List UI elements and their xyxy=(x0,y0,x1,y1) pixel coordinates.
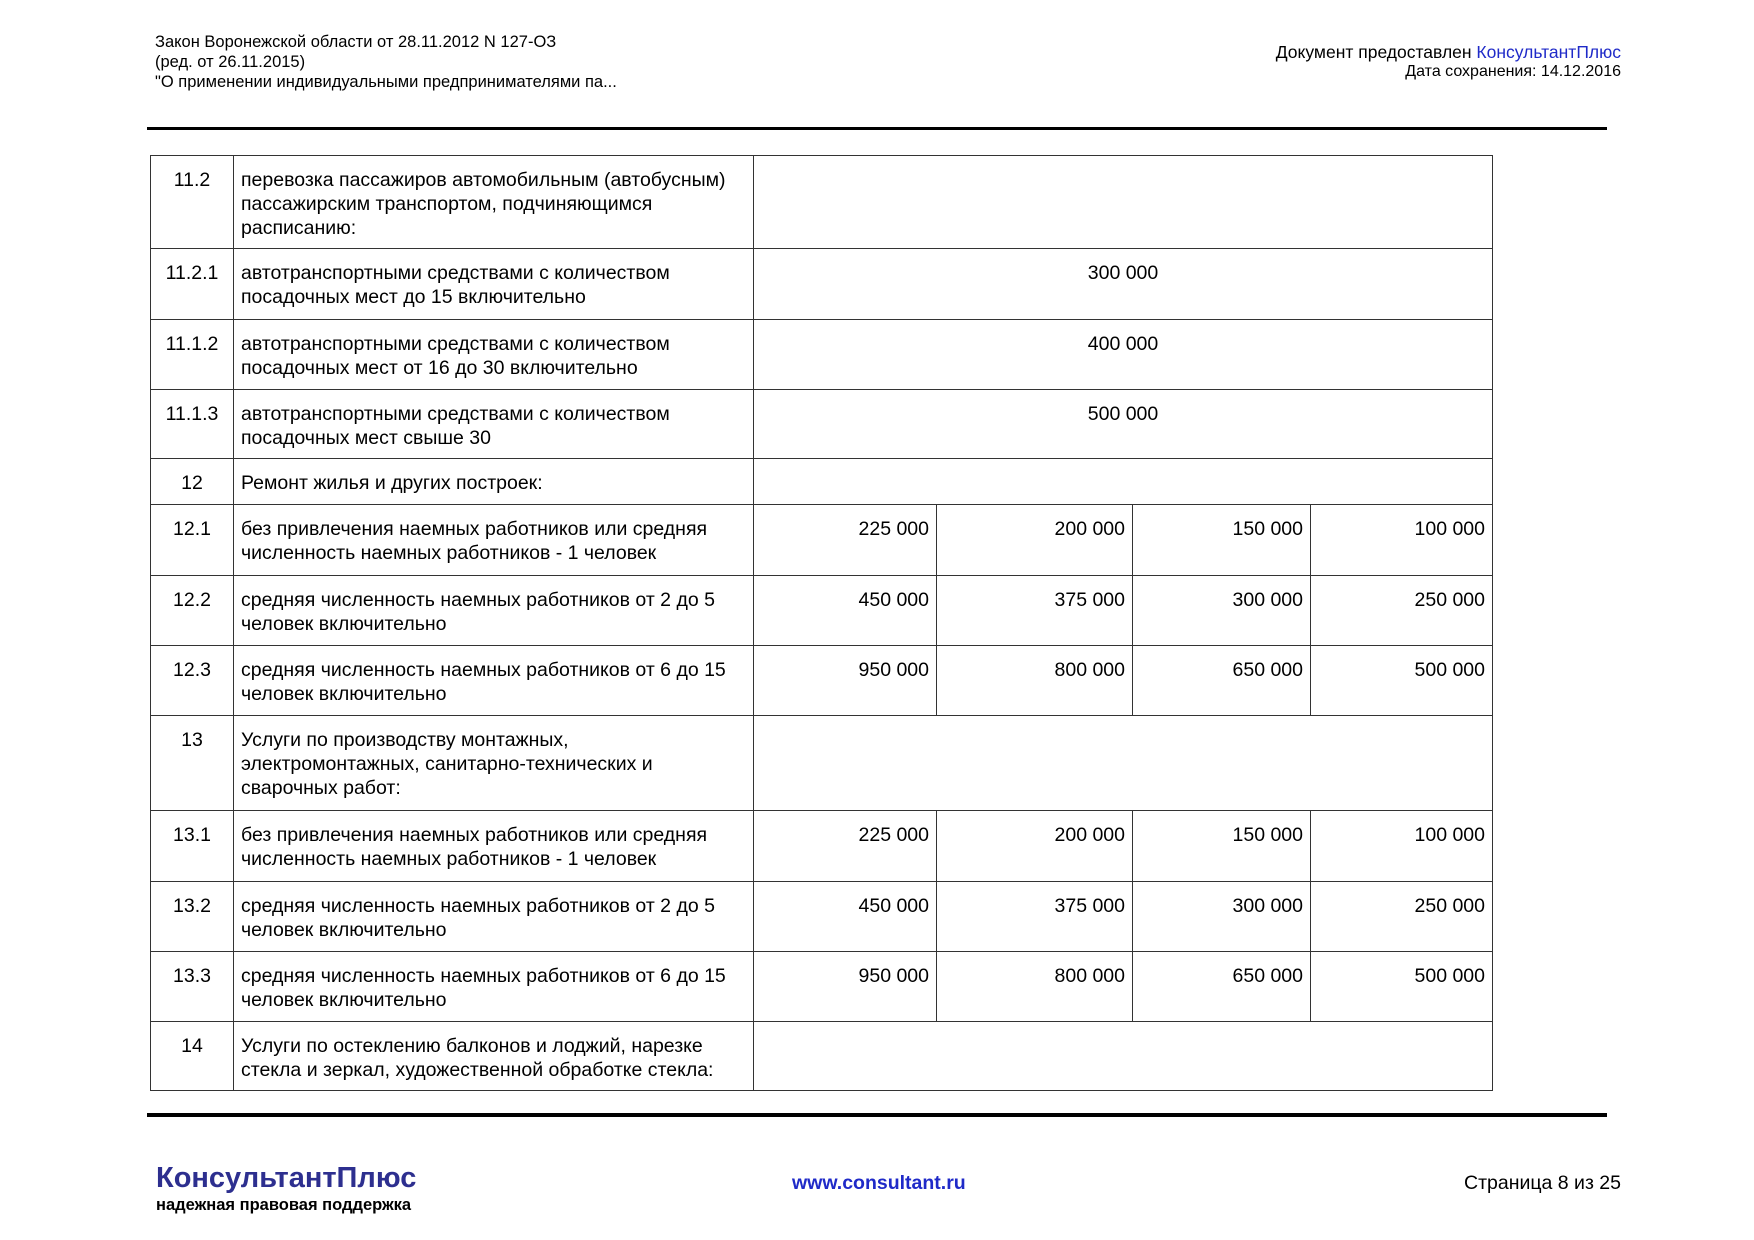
title-line-3: "О применении индивидуальными предпринимателями па... xyxy=(155,73,617,91)
table-row xyxy=(151,952,1493,1022)
tariff-table xyxy=(150,155,1493,1091)
value-cell: 300 000 xyxy=(1133,576,1311,646)
empty-value-cell xyxy=(754,716,1493,811)
footer-tagline: надежная правовая поддержка xyxy=(156,1196,412,1214)
row-description: без привлечения наемных работников или средняя численность наемных работников - 1 человек xyxy=(234,811,754,882)
table-row xyxy=(151,459,1493,505)
merged-value-cell: 300 000 xyxy=(754,249,1493,320)
row-description: Услуги по остеклению балконов и лоджий, нарезке стекла и зеркал, художественной обработке стекла: xyxy=(234,1022,754,1091)
value-cell: 375 000 xyxy=(937,576,1133,646)
title-line-1: Закон Воронежской области от 28.11.2012 N 127-ОЗ xyxy=(155,33,557,51)
row-description: средняя численность наемных работников от 2 до 5 человек включительно xyxy=(234,882,754,952)
document-title xyxy=(155,32,617,92)
value-cell: 300 000 xyxy=(1133,882,1311,952)
row-description: Ремонт жилья и других построек: xyxy=(234,459,754,505)
row-number: 11.2 xyxy=(151,156,234,249)
row-number: 13.1 xyxy=(151,811,234,882)
value-cell: 650 000 xyxy=(1133,646,1311,716)
row-number: 12.1 xyxy=(151,505,234,576)
empty-value-cell xyxy=(754,459,1493,505)
value-cell: 650 000 xyxy=(1133,952,1311,1022)
row-description: автотранспортными средствами с количеством посадочных мест до 15 включительно xyxy=(234,249,754,320)
value-cell: 225 000 xyxy=(754,811,937,882)
row-number: 11.1.2 xyxy=(151,320,234,390)
empty-value-cell xyxy=(754,156,1493,249)
row-description: средняя численность наемных работников от 6 до 15 человек включительно xyxy=(234,952,754,1022)
row-number: 11.1.3 xyxy=(151,390,234,459)
table-row xyxy=(151,576,1493,646)
row-description: средняя численность наемных работников от 2 до 5 человек включительно xyxy=(234,576,754,646)
table-row xyxy=(151,1022,1493,1091)
row-number: 12.3 xyxy=(151,646,234,716)
row-description: перевозка пассажиров автомобильным (автобусным) пассажирским транспортом, подчиняющимся расписанию: xyxy=(234,156,754,249)
page-number: Страница 8 из 25 xyxy=(1464,1172,1621,1194)
value-cell: 950 000 xyxy=(754,952,937,1022)
row-number: 13.2 xyxy=(151,882,234,952)
value-cell: 800 000 xyxy=(937,952,1133,1022)
row-description: автотранспортными средствами с количеством посадочных мест свыше 30 xyxy=(234,390,754,459)
provided-prefix: Документ предоставлен xyxy=(1275,42,1477,62)
row-description: автотранспортными средствами с количеством посадочных мест от 16 до 30 включительно xyxy=(234,320,754,390)
footer-website-link[interactable]: www.consultant.ru xyxy=(792,1172,966,1194)
value-cell: 500 000 xyxy=(1311,952,1493,1022)
table-row xyxy=(151,390,1493,459)
row-number: 13 xyxy=(151,716,234,811)
value-cell: 200 000 xyxy=(937,811,1133,882)
table-row xyxy=(151,156,1493,249)
value-cell: 100 000 xyxy=(1311,505,1493,576)
row-number: 12 xyxy=(151,459,234,505)
row-description: средняя численность наемных работников от 6 до 15 человек включительно xyxy=(234,646,754,716)
title-line-2: (ред. от 26.11.2015) xyxy=(155,53,306,71)
header-divider xyxy=(147,127,1607,130)
value-cell: 950 000 xyxy=(754,646,937,716)
value-cell: 800 000 xyxy=(937,646,1133,716)
merged-value-cell: 500 000 xyxy=(754,390,1493,459)
row-number: 12.2 xyxy=(151,576,234,646)
row-description: Услуги по производству монтажных, электромонтажных, санитарно-технических и сварочных работ: xyxy=(234,716,754,811)
value-cell: 150 000 xyxy=(1133,811,1311,882)
table-row xyxy=(151,505,1493,576)
value-cell: 375 000 xyxy=(937,882,1133,952)
provider-brand-link[interactable]: КонсультантПлюс xyxy=(1476,42,1621,62)
table-row xyxy=(151,646,1493,716)
footer-divider xyxy=(147,1113,1607,1117)
footer-brand-logo: КонсультантПлюс xyxy=(156,1162,417,1194)
row-number: 11.2.1 xyxy=(151,249,234,320)
document-provider xyxy=(1276,42,1621,82)
empty-value-cell xyxy=(754,1022,1493,1091)
value-cell: 250 000 xyxy=(1311,576,1493,646)
value-cell: 250 000 xyxy=(1311,882,1493,952)
table-row xyxy=(151,249,1493,320)
save-date: Дата сохранения: 14.12.2016 xyxy=(1405,63,1621,80)
value-cell: 450 000 xyxy=(754,576,937,646)
row-number: 14 xyxy=(151,1022,234,1091)
table-row xyxy=(151,320,1493,390)
row-number: 13.3 xyxy=(151,952,234,1022)
merged-value-cell: 400 000 xyxy=(754,320,1493,390)
table-row xyxy=(151,882,1493,952)
value-cell: 100 000 xyxy=(1311,811,1493,882)
value-cell: 200 000 xyxy=(937,505,1133,576)
table-row xyxy=(151,811,1493,882)
value-cell: 500 000 xyxy=(1311,646,1493,716)
table-row xyxy=(151,716,1493,811)
row-description: без привлечения наемных работников или средняя численность наемных работников - 1 человек xyxy=(234,505,754,576)
value-cell: 150 000 xyxy=(1133,505,1311,576)
value-cell: 225 000 xyxy=(754,505,937,576)
value-cell: 450 000 xyxy=(754,882,937,952)
